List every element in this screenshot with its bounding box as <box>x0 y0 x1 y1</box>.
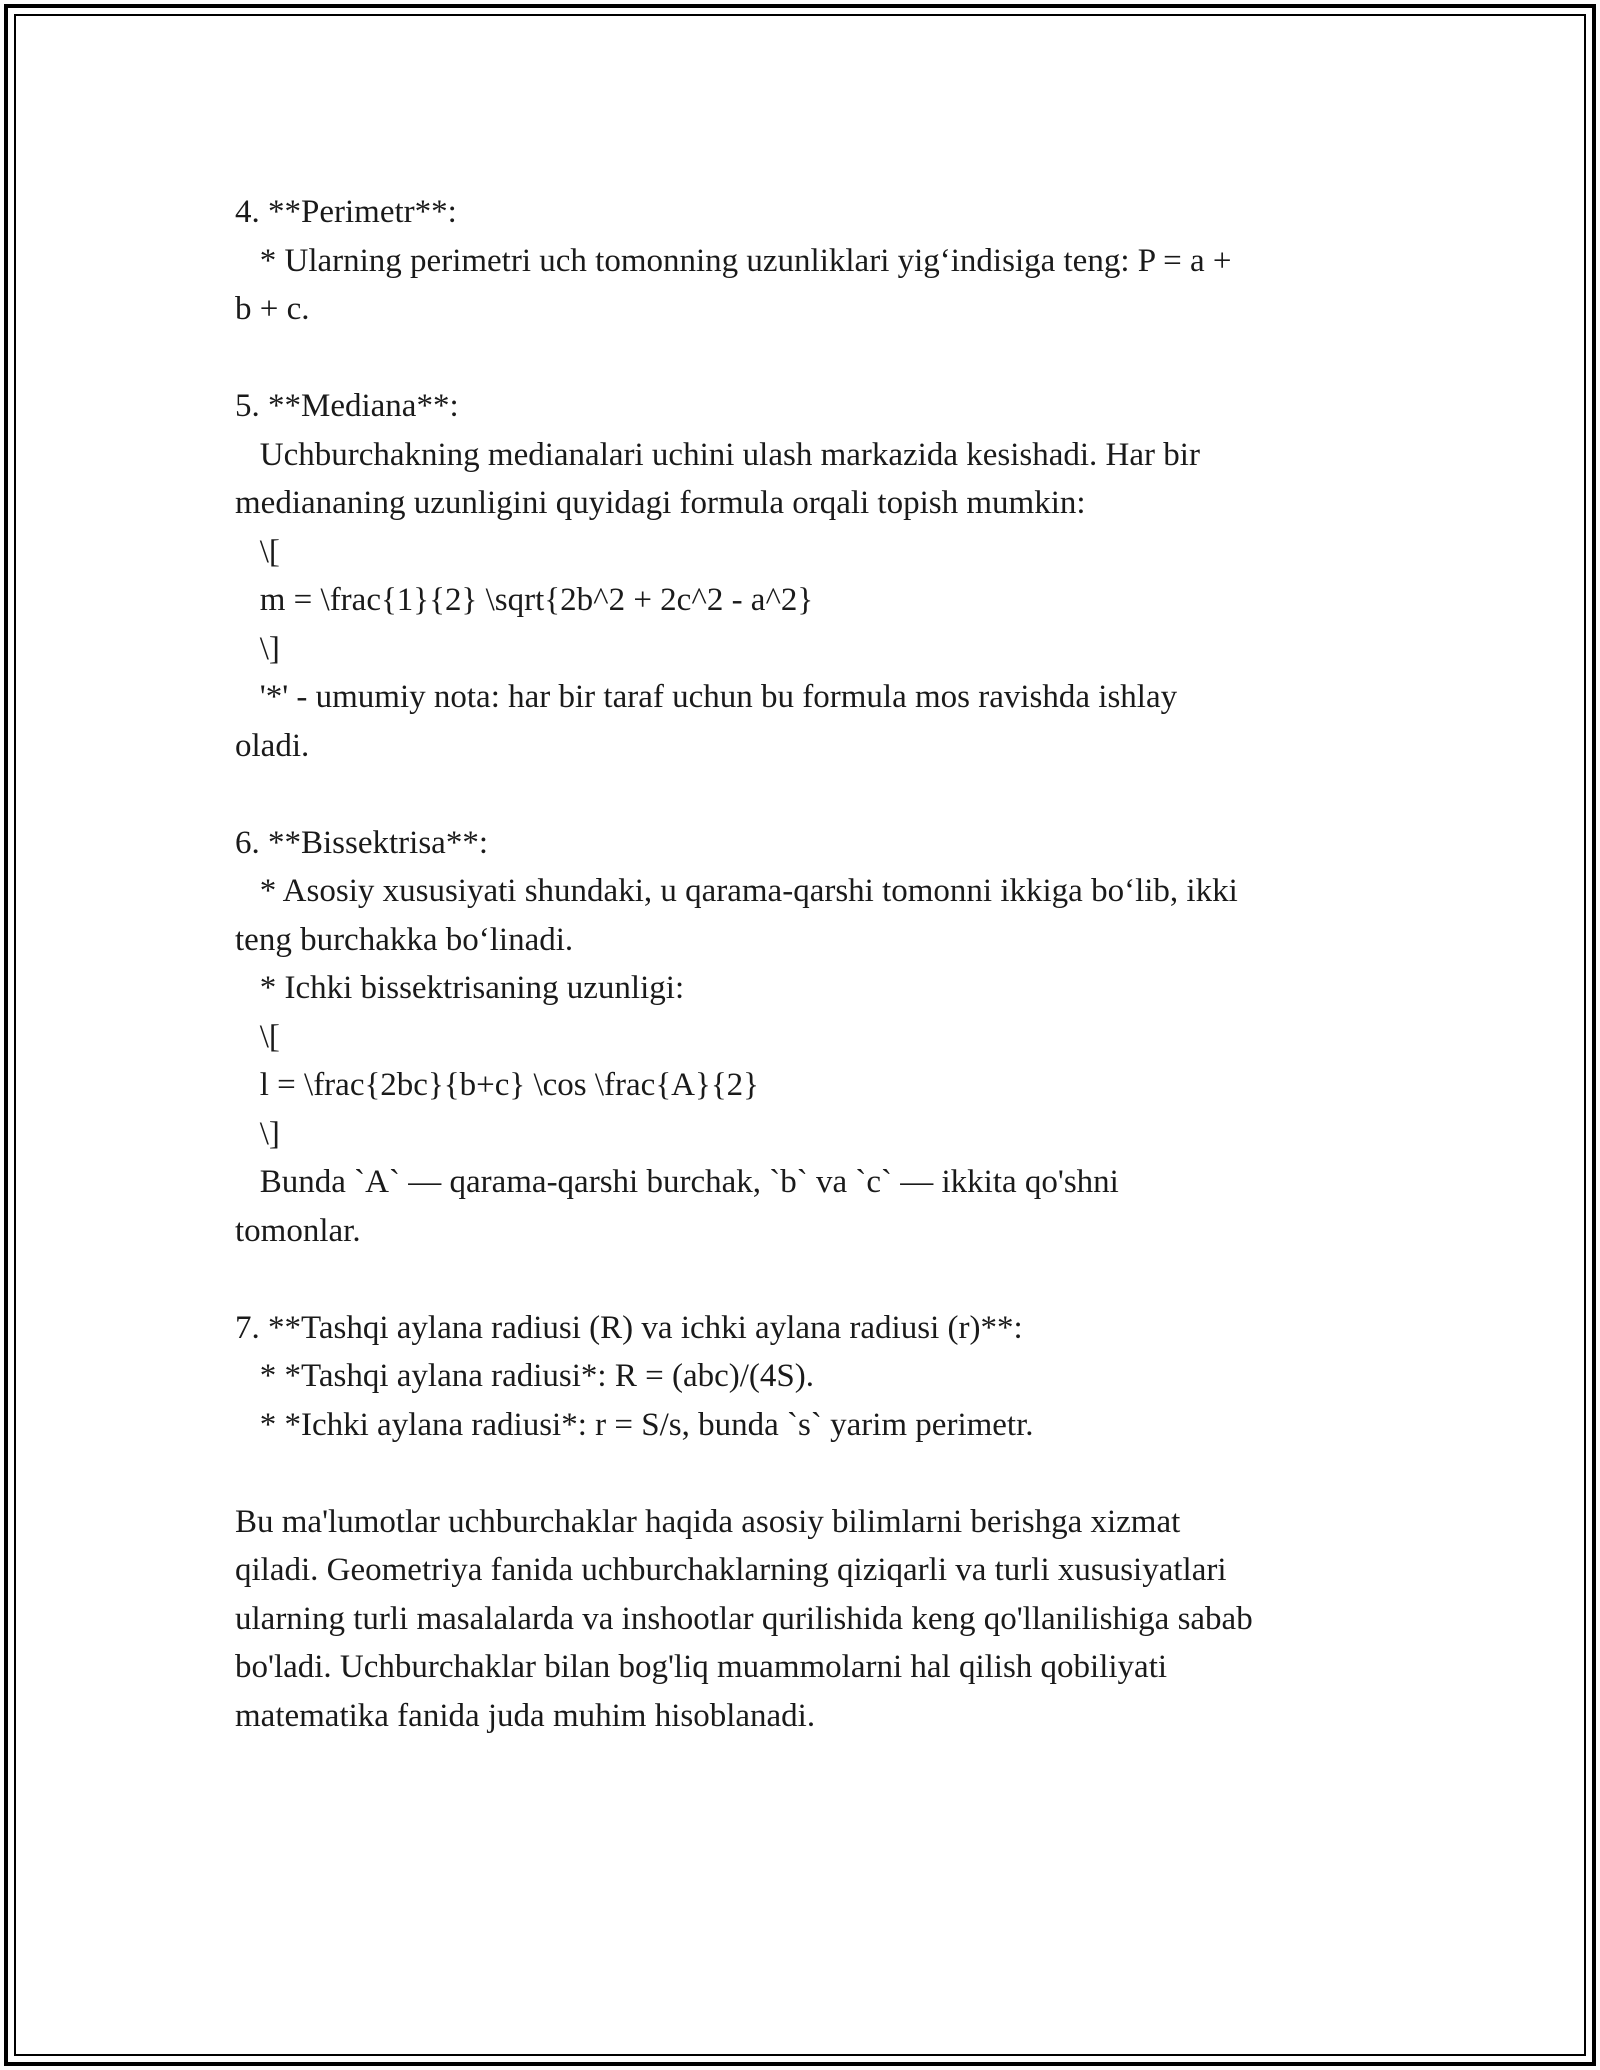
conclusion-line: Bu ma'lumotlar uchburchaklar haqida asosiy bilimlarni berishga xizmat <box>235 1503 1181 1540</box>
text-line: b + c. <box>235 291 310 327</box>
formula-line: l = \frac{2bc}{b+c} \cos \frac{A}{2} <box>235 1067 760 1103</box>
formula-line: \] <box>235 630 280 667</box>
document-body <box>235 188 1375 1740</box>
blank-line <box>235 770 1375 819</box>
formula-line: \[ <box>235 533 280 570</box>
text-line: Uchburchakning medianalari uchini ulash markazida kesishadi. Har bir <box>235 436 1200 473</box>
text-line: * Ularning perimetri uch tomonning uzunliklari yig‘indisiga teng: P = a + <box>235 242 1232 279</box>
blank-line <box>235 334 1375 383</box>
text-line: '*' - umumiy nota: har bir taraf uchun bu formula mos ravishda ishlay <box>235 679 1178 715</box>
blank-line <box>235 1255 1375 1304</box>
formula-line: \[ <box>235 1018 280 1055</box>
text-line: * *Tashqi aylana radiusi*: R = (abc)/(4S). <box>235 1358 814 1394</box>
text-line: * Ichki bissektrisaning uzunligi: <box>235 970 685 1006</box>
blank-line <box>235 1449 1375 1498</box>
text-line: mediananing uzunligini quyidagi formula orqali topish mumkin: <box>235 485 1086 521</box>
text-line: tomonlar. <box>235 1212 361 1249</box>
text-line: Bunda `A` — qarama-qarshi burchak, `b` va `c` — ikkita qo'shni <box>235 1164 1119 1200</box>
conclusion-line: ularning turli masalalarda va inshootlar qurilishida keng qo'llanilishiga sabab <box>235 1600 1253 1637</box>
formula-line: \] <box>235 1115 280 1152</box>
heading-perimetr: 4. **Perimetr**: <box>235 194 457 230</box>
text-line: * *Ichki aylana radiusi*: r = S/s, bunda `s` yarim perimetr. <box>235 1406 1034 1443</box>
conclusion-line: bo'ladi. Uchburchaklar bilan bog'liq muammolarni hal qilish qobiliyati <box>235 1649 1168 1685</box>
text-line: * Asosiy xususiyati shundaki, u qarama-qarshi tomonni ikkiga bo‘lib, ikki <box>235 873 1238 909</box>
text-line: oladi. <box>235 727 310 764</box>
conclusion-line: matematika fanida juda muhim hisoblanadi. <box>235 1697 816 1734</box>
heading-bissektrisa: 6. **Bissektrisa**: <box>235 824 488 861</box>
formula-line: m = \frac{1}{2} \sqrt{2b^2 + 2c^2 - a^2} <box>235 582 814 618</box>
heading-radius: 7. **Tashqi aylana radiusi (R) va ichki aylana radiusi (r)**: <box>235 1309 1023 1346</box>
conclusion-line: qiladi. Geometriya fanida uchburchaklarning qiziqarli va turli xususiyatlari <box>235 1552 1227 1588</box>
text-line: teng burchakka bo‘linadi. <box>235 921 574 958</box>
heading-mediana: 5. **Mediana**: <box>235 388 459 424</box>
